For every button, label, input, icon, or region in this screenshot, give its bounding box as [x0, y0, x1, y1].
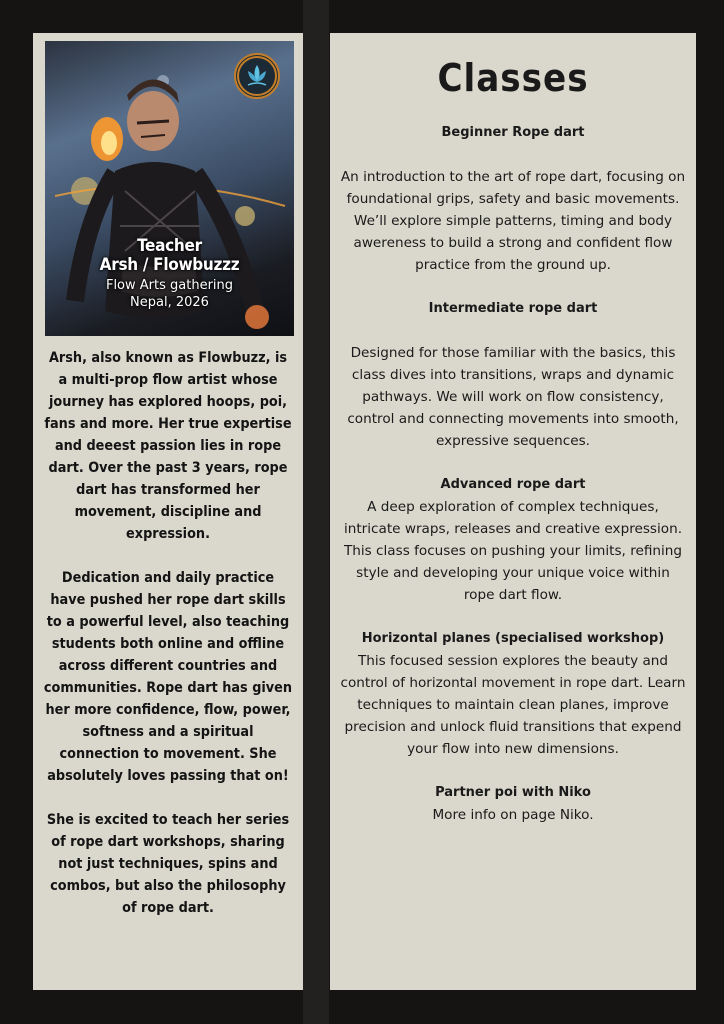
bio-paragraph: Arsh, also known as Flowbuzz, is a multi-prop flow artist whose journey has explored hoops, poi, fans and more. Her true expertise and deeest passion lies in rope dart. Over the past 3 years, rope dart has transformed her movement, discipline and expression.	[44, 350, 292, 542]
lotus-icon	[234, 53, 280, 99]
photo-caption	[45, 237, 294, 311]
teacher-panel	[33, 33, 303, 990]
classes-heading: Classes	[437, 56, 589, 100]
class-name: Horizontal planes (specialised workshop)	[361, 631, 665, 646]
class-description: This focused session explores the beauty and control of horizontal movement in rope dart. Learn techniques to maintain clean planes, improve precision and unlock fluid transitions that expend your flow into new dimensions.	[340, 653, 686, 757]
event-place-year: Nepal, 2026	[130, 295, 209, 310]
class-description: Designed for those familiar with the basics, this class dives into transitions, wraps and dynamic pathways. We will work on flow consistency, control and connecting movements into smooth, expressive sequences.	[347, 345, 679, 449]
class-name: Advanced rope dart	[440, 477, 586, 492]
class-name: Partner poi with Niko	[435, 785, 591, 800]
class-description: A deep exploration of complex techniques, intricate wraps, releases and creative expression. This class focuses on pushing your limits, refining style and developing your unique voice within rope dart flow.	[343, 499, 683, 603]
classes-panel	[330, 33, 696, 990]
page-divider	[303, 0, 329, 1024]
class-name: Intermediate rope dart	[428, 301, 598, 316]
teacher-bio	[43, 347, 293, 941]
class-item-intermediate	[340, 298, 686, 452]
class-item-partner-poi	[340, 782, 686, 826]
teacher-role: Teacher	[137, 236, 202, 256]
class-item-horizontal-planes	[340, 628, 686, 760]
event-name: Flow Arts gathering	[105, 278, 234, 293]
teacher-photo	[45, 41, 294, 336]
class-item-advanced	[340, 474, 686, 606]
class-description: More info on page Niko.	[432, 807, 594, 823]
class-list	[340, 122, 686, 826]
teacher-name: Arsh / Flowbuzzz	[99, 255, 240, 275]
bio-paragraph: She is excited to teach her series of rope dart workshops, sharing not just techniques, spins and combos, but also the philosophy of rope dart.	[46, 812, 290, 916]
bio-paragraph: Dedication and daily practice have pushed her rope dart skills to a powerful level, also teaching students both online and offline across different countries and communities. Rope dart has given her more confidence, flow, power, softness and a spiritual connection to movement. She absolutely loves passing that on!	[43, 570, 293, 784]
class-name: Beginner Rope dart	[441, 125, 585, 140]
class-description: An introduction to the art of rope dart, focusing on foundational grips, safety and basic movements. We’ll explore simple patterns, timing and body awereness to build a strong and confident flow practice from the ground up.	[340, 169, 686, 273]
class-item-beginner	[340, 122, 686, 276]
